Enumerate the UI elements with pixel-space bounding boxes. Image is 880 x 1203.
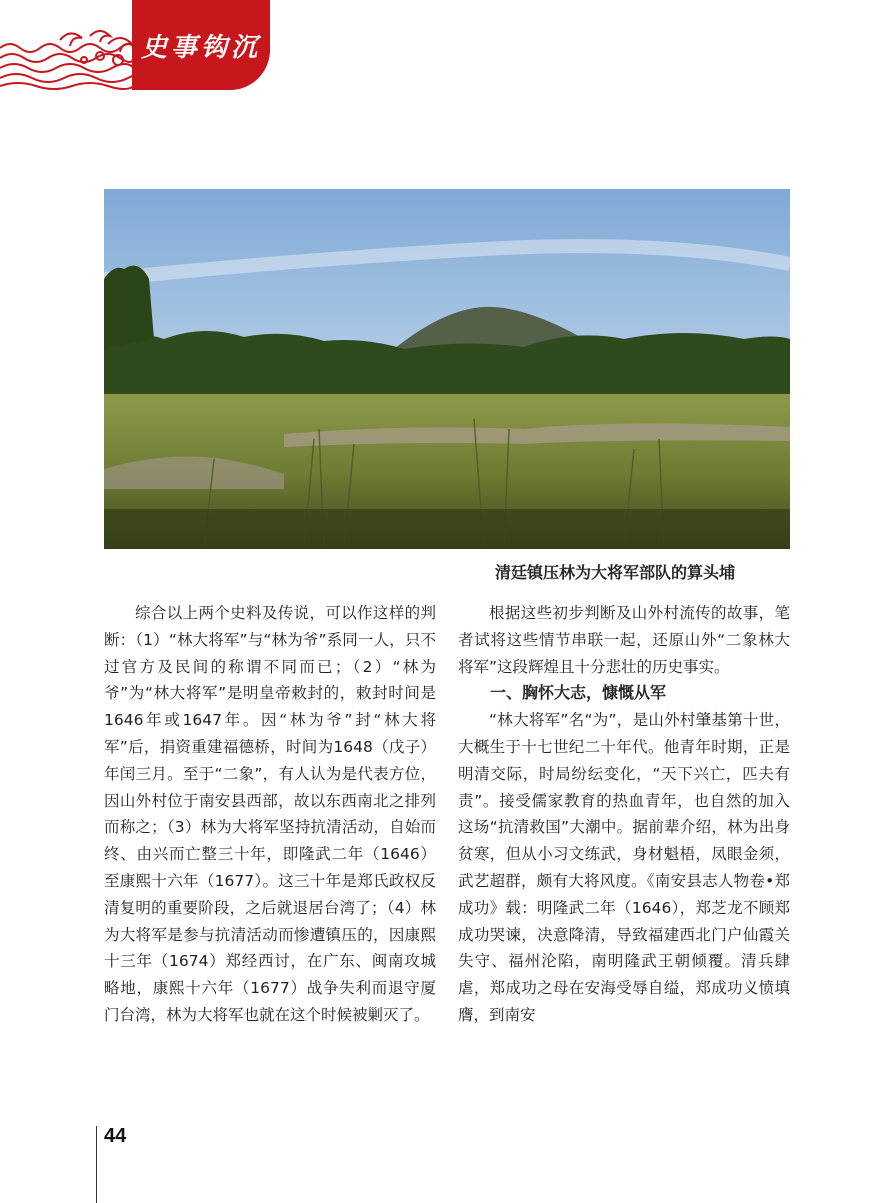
left-paragraph: 综合以上两个史料及传说，可以作这样的判断：（1）“林大将军”与“林为爷”系同一人，只不过官方及民间的称谓不同而已；（2）“林为爷”为“林大将军”是明皇帝敕封的，敕封时间是1646年或1647年。因“林为爷”封“林大将军”后，捐资重建福德桥，时间为1648（戊子）年闰三月。至于“二象”，有人认为是代表方位，因山外村位于南安县西部，故以东西南北之排列而称之；（3）林为大将军坚持抗清活动，自始而终、由兴而亡整三十年，即隆武二年（1646）至康熙十六年（1677）。这三十年是郑氏政权反清复明的重要阶段，之后就退居台湾了；（4）林为大将军是参与抗清活动而惨遭镇压的，因康熙十三年（1674）郑经西讨，在广东、闽南攻城略地，康熙十六年（1677）战争失利而退守厦门台湾，林为大将军也就在这个时候被剿灭了。 [104,604,436,1024]
section-heading: 一、胸怀大志，慷慨从军 [490,683,667,703]
figure-caption: 清廷镇压林为大将军部队的算头埔 [494,563,735,582]
landscape-photo [104,189,790,549]
right-column [458,600,790,1029]
left-column [104,600,436,1029]
page-number: 44 [104,1125,127,1147]
intro-paragraph: 根据这些初步判断及山外村流传的故事，笔者试将这些情节串联一起，还原山外“二象林大将军”这段辉煌且十分悲壮的历史事实。 [458,604,790,676]
section-title: 史事钩沉 [140,32,261,63]
section-title-tab [132,0,270,90]
wave-pattern-icon [0,30,134,92]
header-band [0,0,270,92]
body-paragraph: “林大将军”名“为”，是山外村肇基第十世，大概生于十七世纪二十年代。他青年时期，正是明清交际，时局纷纭变化，“天下兴亡，匹夫有责”。接受儒家教育的热血青年，也自然的加入这场“抗清救国”大潮中。据前辈介绍，林为出身贫寒，但从小习文练武，身材魁梧，凤眼金须，武艺超群，颇有大将风度。《南安县志人物卷•郑成功》载：明隆武二年（1646），郑芝龙不顾郑成功哭谏，决意降清，导致福建西北门户仙霞关失守、福州沦陷，南明隆武王朝倾覆。清兵肆虐，郑成功之母在安海受辱自缢，郑成功义愤填膺，到南安 [458,711,790,1024]
page-rule [96,1126,97,1203]
